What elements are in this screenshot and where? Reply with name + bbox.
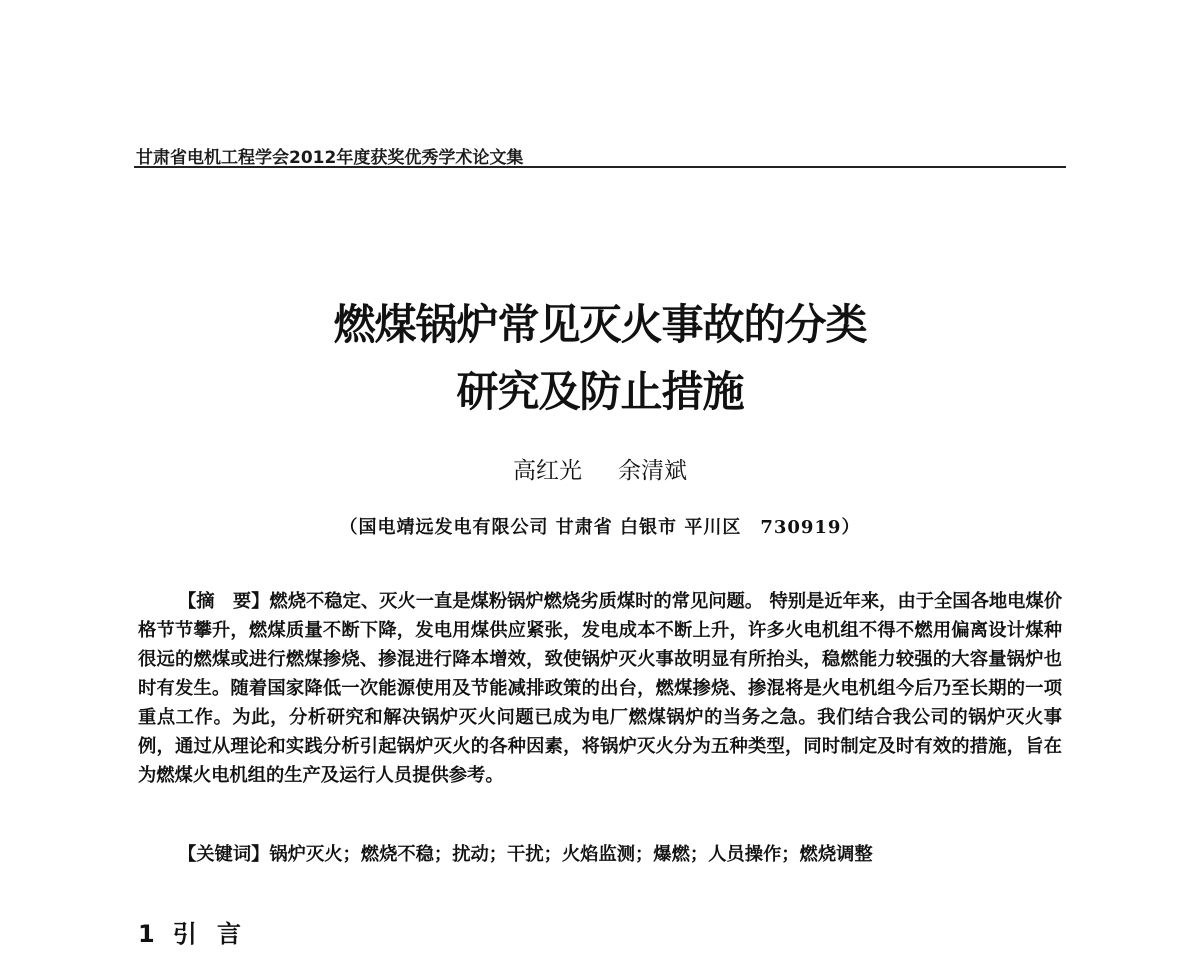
keywords (138, 840, 1062, 869)
keywords-text: 锅炉灭火；燃烧不稳；扰动；干扰；火焰监测；爆燃；人员操作；燃烧调整 (269, 844, 873, 865)
paper-title-line-2: 研究及防止措施 (456, 367, 744, 416)
authors (0, 452, 1200, 485)
section-title: 引 言 (172, 920, 242, 948)
keywords-label: 【关键词】 (178, 844, 270, 865)
author-1: 高红光 (513, 458, 582, 484)
author-2: 余清斌 (618, 458, 687, 484)
header-rule (134, 166, 1066, 168)
abstract (138, 587, 1062, 790)
paper-title-line-1: 燃煤锅炉常见灭火事故的分类 (333, 300, 867, 349)
abstract-label: 【摘 要】 (178, 591, 270, 612)
running-header: 甘肃省电机工程学会2012年度获奖优秀学术论文集 (136, 148, 524, 168)
affiliation: （国电靖远发电有限公司 甘肃省 白银市 平川区 730919） (339, 517, 861, 538)
section-heading (138, 914, 241, 949)
abstract-text: 燃烧不稳定、灭火一直是煤粉锅炉燃烧劣质煤时的常见问题。 特别是近年来，由于全国各地电煤价格节节攀升，燃煤质量不断下降，发电用煤供应紧张，发电成本不断上升，许多火电机组不得不燃用偏离设计煤种很远的燃煤或进行燃煤掺烧、掺混进行降本增效，致使锅炉灭火事故明显有所抬头，稳燃能力较强的大容量锅炉也时有发生。随着国家降低一次能源使用及节能减排政策的出台，燃煤掺烧、掺混将是火电机组今后乃至长期的一项重点工作。为此，分析研究和解决锅炉灭火问题已成为电厂燃煤锅炉的当务之急。我们结合我公司的锅炉灭火事例，通过从理论和实践分析引起锅炉灭火的各种因素，将锅炉灭火分为五种类型，同时制定及时有效的措施，旨在为燃煤火电机组的生产及运行人员提供参考。 (138, 591, 1062, 786)
section-number: 1 (138, 920, 155, 948)
